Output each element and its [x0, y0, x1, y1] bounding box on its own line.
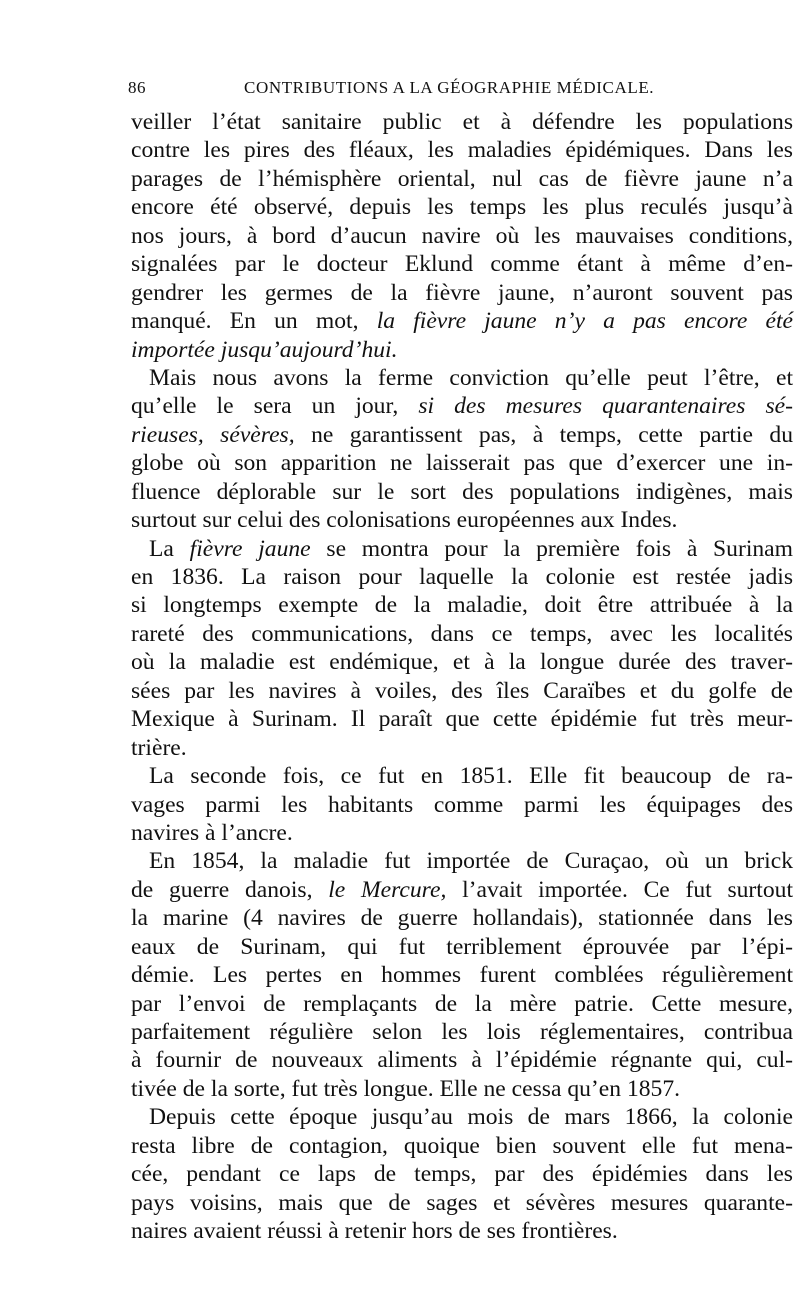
text-line: [131, 819, 793, 847]
text-segment: la marine (4 navires de guerre hollandais), stationnée dans les: [131, 905, 793, 932]
text-line: [131, 791, 793, 819]
text-line: [131, 1132, 793, 1160]
text-segment: parfaitement régulière selon les lois réglementaires, contribua: [131, 1019, 793, 1045]
text-segment: signalées par le docteur Eklund comme étant à même d’en-: [131, 251, 793, 278]
text-line: [131, 336, 793, 364]
text-line: [131, 1103, 793, 1131]
text-line: [131, 307, 793, 335]
text-line: [131, 677, 793, 705]
text-segment: parages de l’hémisphère oriental, nul cas de fièvre jaune n’a: [131, 165, 793, 192]
text-segment: ne garantissent pas, à temps, cette partie du: [294, 421, 793, 448]
text-line: [131, 506, 793, 534]
text-segment: La seconde fois, ce fut en 1851. Elle fit beaucoup de ra-: [149, 763, 793, 790]
text-line: [131, 535, 793, 563]
text-line: [131, 1018, 793, 1046]
text-line: [131, 1217, 793, 1245]
text-line: [131, 250, 793, 278]
running-head: [128, 78, 668, 102]
text-segment: si longtemps exempte de la maladie, doit être attribuée à la: [131, 592, 793, 619]
text-line: [131, 904, 793, 932]
text-segment: sées par les navires à voiles, des îles Caraïbes et du golfe de: [131, 677, 793, 704]
text-line: [131, 762, 793, 790]
text-segment: nos jours, à bord d’aucun navire où les mauvaises conditions,: [131, 222, 793, 249]
text-segment: qu’elle le sera un jour,: [131, 393, 419, 420]
text-segment: gendrer les germes de la fièvre jaune, n’auront souvent pas: [131, 279, 793, 306]
text-segment: La: [149, 535, 190, 562]
text-line: [131, 136, 793, 164]
text-segment: en 1836. La raison pour laquelle la colonie est restée jadis: [131, 564, 793, 590]
body-text: [131, 108, 793, 1246]
text-line: [131, 563, 793, 591]
text-segment: resta libre de contagion, quoique bien souvent elle fut mena-: [131, 1132, 793, 1159]
italic-text: le Mercure,: [328, 876, 447, 903]
text-line: [131, 591, 793, 619]
text-segment: à fournir de nouveaux aliments à l’épidémie régnante qui, cul-: [131, 1047, 793, 1074]
text-line: [131, 222, 793, 250]
text-segment: de guerre danois,: [131, 876, 329, 903]
text-segment: Mais nous avons la ferme conviction qu’elle peut l’être, et: [149, 364, 793, 391]
text-line: [131, 990, 793, 1018]
text-line: [131, 279, 793, 307]
text-segment: navires à l’ancre.: [131, 819, 293, 846]
text-segment: cée, pendant ce laps de temps, par des épidémies dans les: [131, 1161, 793, 1188]
text-segment: pays voisins, mais que de sages et sévères mesures quarante-: [131, 1189, 793, 1216]
text-line: [131, 876, 793, 904]
text-segment: manqué. En un mot,: [131, 308, 377, 335]
text-segment: trière.: [131, 734, 187, 761]
running-title: CONTRIBUTIONS A LA GÉOGRAPHIE MÉDICALE.: [244, 78, 655, 97]
text-segment: encore été observé, depuis les temps les plus reculés jusqu’à: [131, 194, 793, 221]
text-line: [131, 1189, 793, 1217]
text-segment: Depuis cette époque jusqu’au mois de mars 1866, la colonie: [149, 1104, 793, 1131]
text-segment: où la maladie est endémique, et à la longue durée des traver-: [131, 649, 793, 676]
text-segment: se montra pour la première fois à Surinam: [310, 535, 793, 562]
italic-text: rieuses, sévères,: [131, 421, 295, 448]
text-line: [131, 108, 793, 136]
italic-text: importée jusqu’aujourd’hui.: [131, 336, 398, 363]
text-segment: Mexique à Surinam. Il paraît que cette épidémie fut très meur-: [131, 706, 793, 733]
text-segment: tivée de la sorte, fut très longue. Elle ne cessa qu’en 1857.: [131, 1075, 681, 1102]
text-line: [131, 734, 793, 762]
text-segment: l’avait importée. Ce fut surtout: [446, 876, 793, 903]
text-segment: rareté des communications, dans ce temps, avec les localités: [131, 620, 793, 647]
text-line: [131, 193, 793, 221]
text-segment: démie. Les pertes en hommes furent comblées régulièrement: [131, 962, 793, 989]
italic-text: si des mesures quarantenaires sé-: [418, 393, 794, 420]
text-segment: eaux de Surinam, qui fut terriblement éprouvée par l’épi-: [131, 933, 793, 960]
text-line: [131, 933, 793, 961]
text-line: [131, 961, 793, 989]
italic-text: la fièvre jaune n’y a pas encore été: [376, 308, 794, 335]
text-line: [131, 364, 793, 392]
text-line: [131, 478, 793, 506]
text-line: [131, 620, 793, 648]
text-line: [131, 1046, 793, 1074]
text-segment: naires avaient réussi à retenir hors de ses frontières.: [131, 1218, 618, 1245]
text-line: [131, 392, 793, 420]
text-segment: globe où son apparition ne laisserait pas que d’exercer une in-: [131, 450, 793, 477]
text-line: [131, 421, 793, 449]
text-segment: par l’envoi de remplaçants de la mère patrie. Cette mesure,: [131, 990, 793, 1017]
text-line: [131, 449, 793, 477]
text-segment: contre les pires des fléaux, les maladies épidémiques. Dans les: [131, 137, 793, 164]
text-segment: fluence déplorable sur le sort des populations indigènes, mais: [131, 478, 793, 505]
text-line: [131, 648, 793, 676]
italic-text: fièvre jaune: [189, 535, 311, 562]
text-segment: surtout sur celui des colonisations européennes aux Indes.: [131, 507, 678, 534]
text-segment: veiller l’état sanitaire public et à défendre les populations: [131, 109, 793, 135]
text-line: [131, 165, 793, 193]
page-number: 86: [128, 78, 146, 97]
text-line: [131, 1160, 793, 1188]
text-line: [131, 705, 793, 733]
text-segment: En 1854, la maladie fut importée de Curaçao, où un brick: [149, 848, 793, 875]
text-line: [131, 847, 793, 875]
text-segment: vages parmi les habitants comme parmi les équipages des: [131, 791, 793, 818]
text-line: [131, 1075, 793, 1103]
